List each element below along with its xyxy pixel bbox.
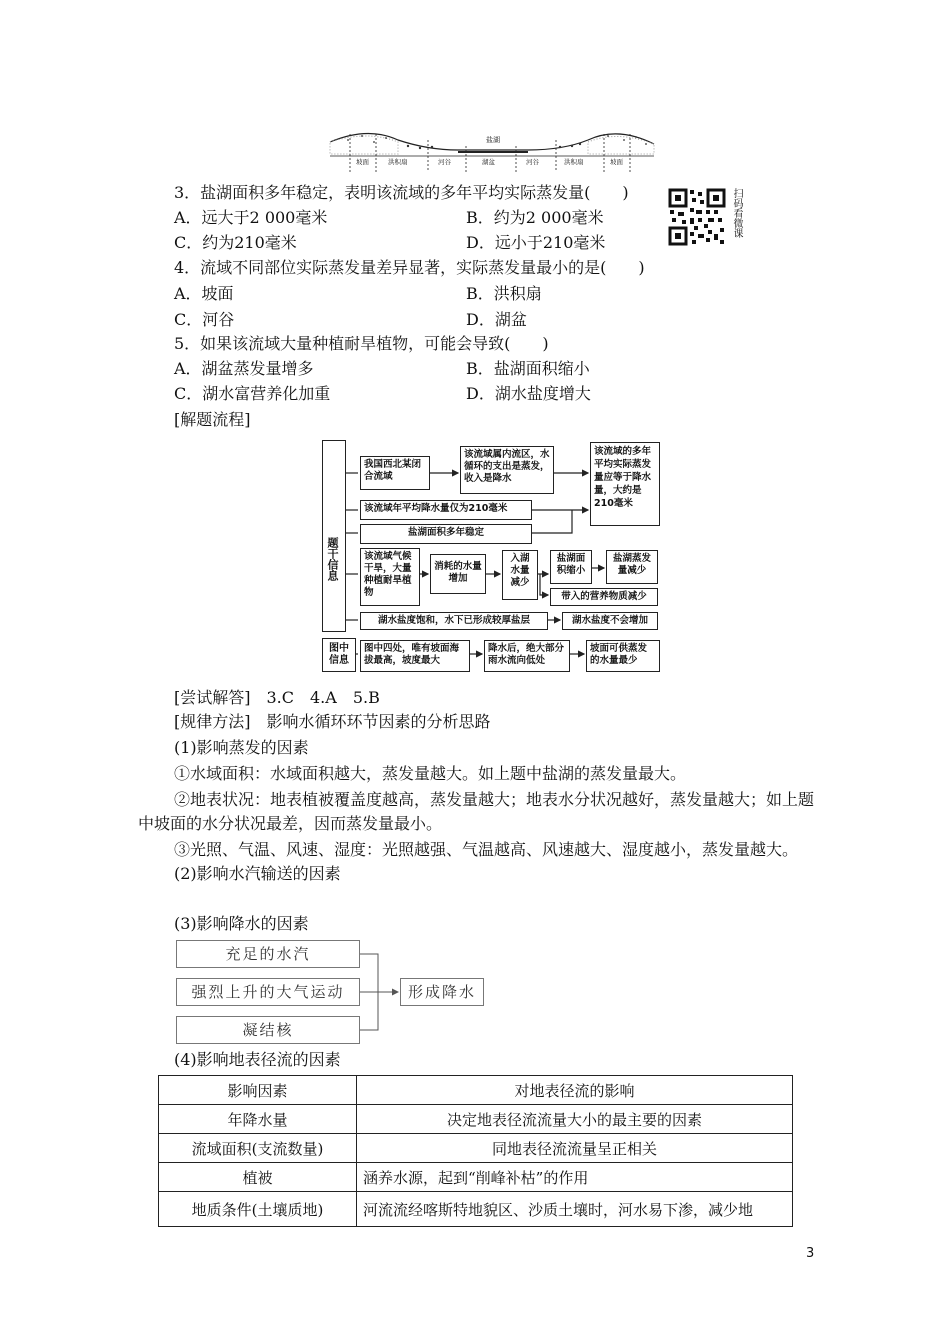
segment-label: 坡面 [356, 158, 369, 166]
table-cell: 植被 [159, 1163, 357, 1192]
table-cell: 流域面积(支流数量) [159, 1134, 357, 1163]
question-5-option-d: D．湖水盐度增大 [466, 384, 591, 403]
page-number: 3 [806, 1246, 815, 1261]
section-1-para-2a: ②地表状况：地表植被覆盖度越高，蒸发量越大；地表水分状况越好，蒸发量越大；如上题 [174, 790, 815, 809]
flow-box-slope-least-water: 坡面可供蒸发的水量最少 [586, 640, 660, 672]
precip-input-water-vapor: 充足的水汽 [176, 940, 360, 968]
flow-box-water-consumption: 消耗的水量增加 [430, 554, 486, 594]
table-cell: 决定地表径流流量大小的最主要的因素 [357, 1105, 793, 1134]
table-row [159, 1163, 793, 1192]
table-cell: 涵养水源，起到“削峰补枯”的作用 [357, 1163, 793, 1192]
flow-box-inland-drainage: 该流域属内流区，水循环的支出是蒸发，收入是降水 [460, 446, 554, 494]
figure-info-label: 图中信息 [322, 638, 356, 672]
precip-input-uplift: 强烈上升的大气运动 [176, 978, 360, 1006]
flow-box-closed-basin: 我国西北某闭合流域 [360, 456, 430, 490]
precip-output: 形成降水 [400, 978, 484, 1006]
question-3-option-d: D．远小于210毫米 [466, 233, 606, 252]
table-row [159, 1134, 793, 1163]
section-1-title: (1)影响蒸发的因素 [174, 738, 309, 757]
question-5-stem: 5．如果该流域大量种植耐旱植物，可能会导致( ) [174, 334, 549, 353]
question-3-stem: 3．盐湖面积多年稳定，表明该流域的多年平均实际蒸发量( ) [174, 183, 629, 202]
flow-box-salt-saturated: 湖水盐度饱和，水下已形成较厚盐层 [360, 612, 548, 630]
table-cell: 地质条件(土壤质地) [159, 1192, 357, 1227]
section-4-title: (4)影响地表径流的因素 [174, 1050, 341, 1069]
question-3-option-a: A．远大于2 000毫米 [174, 208, 328, 227]
table-cell: 年降水量 [159, 1105, 357, 1134]
table-row [159, 1192, 793, 1227]
method-line: [规律方法] 影响水循环环节因素的分析思路 [174, 712, 491, 731]
flow-box-salinity-no-increase: 湖水盐度不会增加 [562, 612, 658, 630]
question-4-option-b: B．洪积扇 [466, 284, 542, 303]
answers-line: [尝试解答] 3.C 4.A 5.B [174, 688, 380, 707]
question-4-option-d: D．湖盆 [466, 310, 527, 329]
section-1-para-3: ③光照、气温、风速、湿度：光照越强、气温越高、风速越大、湿度越小，蒸发量越大。 [174, 840, 799, 859]
section-1-para-2b: 中坡面的水分状况最差，因而蒸发量最小。 [138, 814, 443, 833]
flow-box-nutrients-decrease: 带入的营养物质减少 [550, 588, 658, 606]
qr-caption: 扫码看微课 [731, 188, 742, 238]
precip-connectors [360, 950, 404, 1034]
table-header-cell: 对地表径流的影响 [357, 1076, 793, 1105]
qr-code[interactable] [668, 188, 726, 246]
segment-label: 河谷 [526, 158, 539, 166]
runoff-factors-table [158, 1075, 793, 1227]
stem-info-label: 题干信息 [322, 440, 346, 632]
process-heading: [解题流程] [174, 410, 251, 429]
section-3-title: (3)影响降水的因素 [174, 914, 309, 933]
section-1-para-1: ①水域面积：水域面积越大，蒸发量越大。如上题中盐湖的蒸发量最大。 [174, 764, 687, 783]
flow-box-lake-stable: 盐湖面积多年稳定 [360, 524, 532, 544]
table-header-row [159, 1076, 793, 1105]
table-cell: 同地表径流流量呈正相关 [357, 1134, 793, 1163]
lake-label: 盐湖 [486, 136, 500, 144]
question-4-option-c: C．河谷 [174, 310, 235, 329]
segment-label: 河谷 [438, 158, 451, 166]
question-3-option-c: C．约为210毫米 [174, 233, 297, 252]
segment-label: 湖盆 [482, 158, 495, 166]
flow-box-evaporation-equals-precip: 该流域的多年平均实际蒸发量应等于降水量，大约是210毫米 [590, 442, 660, 526]
basin-cross-section-diagram [328, 126, 658, 174]
question-4-option-a: A．坡面 [174, 284, 234, 303]
flow-box-rain-flows-low: 降水后，绝大部分雨水流向低处 [484, 640, 570, 672]
table-row [159, 1105, 793, 1134]
segment-label: 洪积扇 [388, 158, 408, 166]
flow-box-drought-plants: 该流域气候干旱，大量种植耐旱植物 [360, 548, 420, 606]
question-5-option-b: B．盐湖面积缩小 [466, 359, 590, 378]
segment-label: 洪积扇 [564, 158, 584, 166]
question-4-stem: 4．流域不同部位实际蒸发量差异显著，实际蒸发量最小的是( ) [174, 258, 645, 277]
segment-label: 坡面 [610, 158, 623, 166]
precip-input-condensation-nuclei: 凝结核 [176, 1016, 360, 1044]
flow-box-annual-precip: 该流域年平均降水量仅为210毫米 [360, 500, 532, 520]
question-5-option-c: C．湖水富营养化加重 [174, 384, 331, 403]
table-header-cell: 影响因素 [159, 1076, 357, 1105]
question-3-option-b: B．约为2 000毫米 [466, 208, 604, 227]
flow-box-slope-highest: 图中四处，唯有坡面海拔最高，坡度最大 [360, 640, 470, 672]
section-2-title: (2)影响水汽输送的因素 [174, 864, 341, 883]
flow-box-inflow-decrease: 入湖水量减少 [502, 550, 538, 600]
flow-box-lake-shrinks: 盐湖面积缩小 [550, 550, 592, 584]
question-5-option-a: A．湖盆蒸发量增多 [174, 359, 314, 378]
table-cell: 河流流经喀斯特地貌区、沙质土壤时，河水易下渗，减少地 [357, 1192, 793, 1227]
solution-flowchart [322, 438, 662, 676]
qr-code-icon [668, 188, 726, 246]
flow-box-lake-evap-decrease: 盐湖蒸发量减少 [606, 550, 658, 584]
